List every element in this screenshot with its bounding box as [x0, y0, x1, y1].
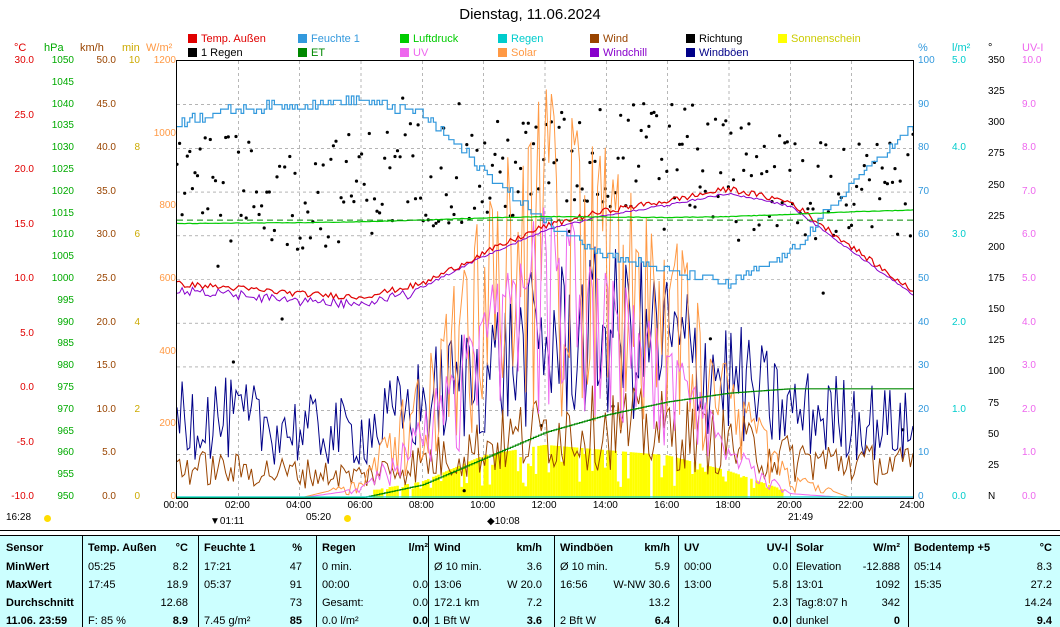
axis-tick: 200	[159, 418, 176, 430]
summary-row-cur: 11.06. 23:59	[6, 615, 68, 627]
legend-label: Wind	[603, 33, 629, 45]
axis-tick: 75	[988, 397, 1000, 409]
summary-header-solar-unit: W/m²	[873, 542, 900, 554]
axis-tick: 5.0	[20, 327, 34, 339]
legend-swatch	[686, 48, 695, 57]
axis-tick: 1000	[153, 127, 176, 139]
legend-swatch	[188, 34, 197, 43]
legend-swatch	[298, 34, 307, 43]
summary-header-solar: Solar	[796, 542, 824, 554]
summary-solar-l2v: 1092	[875, 579, 900, 591]
axis-tick: 50	[918, 273, 930, 284]
axis-tick: 100	[988, 366, 1005, 378]
chart-annotation: 05:20	[306, 512, 332, 523]
axis-tick: 10.0	[96, 403, 116, 415]
axis-tick: 600	[159, 273, 176, 284]
summary-header-temp-unit: °C	[175, 542, 188, 554]
summary-divider	[428, 536, 429, 627]
axis-tick: 1020	[51, 185, 74, 197]
summary-solar-l2: 13:01	[796, 579, 824, 591]
axis-tick: -5.0	[16, 436, 34, 448]
summary-temp-avg: 12.68	[160, 597, 188, 609]
summary-solar-l1: Elevation	[796, 561, 842, 573]
axis-tick: 20	[918, 403, 930, 415]
axis-unit-label: hPa	[44, 42, 64, 54]
summary-solar-l1v: -12.888	[862, 561, 900, 573]
legend-swatch	[778, 34, 787, 43]
axis-tick: 2.0	[1022, 403, 1036, 415]
summary-table	[0, 535, 1060, 627]
summary-header-hum: Feuchte 1	[204, 542, 256, 554]
axis-tick: 960	[57, 447, 74, 459]
legend-swatch	[400, 48, 409, 57]
legend-label: Richtung	[699, 33, 743, 45]
axis-tick: 25	[988, 459, 1000, 471]
x-tick-label: 04:00	[286, 500, 312, 511]
axis-tick: 800	[159, 200, 176, 212]
summary-rain-l2: 00:00	[322, 579, 350, 591]
summary-gust-l2d: W-NW 30.6	[613, 579, 670, 591]
legend-label: 1 Regen	[201, 47, 243, 59]
summary-solar-l3: Tag:8:07 h	[796, 597, 848, 609]
legend-item-temp-au-en	[188, 33, 266, 45]
x-tick-label: 12:00	[531, 500, 557, 511]
axis-tick: 40.0	[96, 142, 116, 154]
summary-gust-l4v: 6.4	[654, 615, 670, 627]
axis-tick: 60	[918, 229, 930, 241]
summary-wind-l3: 172.1 km	[434, 597, 480, 609]
x-tick-label: 00:00	[163, 500, 189, 511]
axis-tick: 100	[918, 55, 935, 66]
legend-label: Luftdruck	[413, 33, 459, 45]
summary-row-min: MinWert	[6, 561, 50, 573]
x-tick-label: 20:00	[776, 500, 802, 511]
axis-tick: 0.0	[952, 491, 966, 502]
axis-tick: 90	[918, 98, 930, 110]
summary-solar-l4v: 0	[893, 615, 900, 627]
axis-tick: 995	[57, 294, 74, 306]
axis-tick: 1.0	[1022, 447, 1036, 459]
axis-tick: 1000	[51, 273, 74, 284]
axis-tick: 955	[57, 469, 74, 481]
axis-tick: 275	[988, 148, 1005, 160]
axis-tick: 40	[918, 316, 930, 328]
axis-tick: 2.0	[952, 316, 966, 328]
axis-tick: 10.0	[14, 273, 34, 284]
axis-unit-label: l/m²	[952, 42, 971, 54]
axis-tick: 50.0	[96, 55, 116, 66]
legend-item-richtung	[686, 33, 742, 45]
axis-tick: 2	[134, 403, 140, 415]
axis-tick: 30	[918, 360, 930, 372]
x-tick-label: 22:00	[838, 500, 864, 511]
axis-tick: 30.0	[14, 55, 34, 66]
axis-tick: 7.0	[1022, 185, 1036, 197]
summary-hum-max: 91	[289, 579, 302, 591]
page-title: Dienstag, 11.06.2024	[459, 6, 601, 23]
summary-row-max: MaxWert	[6, 579, 52, 591]
legend-swatch	[590, 48, 599, 57]
summary-divider	[198, 536, 199, 627]
axis-unit-label: min	[122, 42, 140, 54]
axis-tick: 1025	[51, 164, 74, 175]
legend-swatch	[590, 34, 599, 43]
summary-uv-l1v: 0.0	[772, 561, 788, 573]
summary-gust-l2: 16:56	[560, 579, 588, 591]
summary-hum-cur-label: 7.45 g/m²	[204, 615, 251, 627]
axis-tick: 4	[134, 316, 140, 328]
summary-rain-l3v: 0.0	[412, 597, 428, 609]
summary-rain-l4v: 0.0	[412, 615, 428, 627]
legend-label: Regen	[511, 33, 544, 45]
legend-label: Windchill	[603, 47, 648, 59]
summary-wind-l3v: 7.2	[526, 597, 542, 609]
summary-header-temp: Temp. Außen	[88, 542, 157, 554]
axis-tick: 980	[57, 360, 74, 372]
axis-tick: 0.0	[20, 382, 34, 393]
axis-tick: 125	[988, 335, 1005, 347]
x-tick-label: 06:00	[347, 500, 373, 511]
axis-tick: 5.0	[952, 55, 966, 66]
axis-tick: -10.0	[11, 491, 34, 502]
legend-item-et	[298, 47, 325, 59]
summary-hum-max-time: 05:37	[204, 579, 232, 591]
axis-tick: 1050	[51, 55, 74, 66]
summary-soil-l2: 15:35	[914, 579, 942, 591]
axis-tick: 70	[918, 185, 930, 197]
axis-tick: 175	[988, 273, 1005, 284]
summary-divider	[678, 536, 679, 627]
summary-divider	[316, 536, 317, 627]
summary-hum-min-time: 17:21	[204, 561, 232, 573]
summary-soil-l1v: 8.3	[1036, 561, 1052, 573]
axis-tick: 10	[128, 55, 140, 66]
chart-annotation: ▼01:11	[210, 516, 245, 527]
legend-item-regen	[498, 33, 543, 45]
axis-unit-label: °	[988, 42, 993, 54]
summary-rain-l1: 0 min.	[322, 561, 352, 573]
axis-tick: 6	[134, 229, 140, 241]
axis-unit-label: km/h	[80, 42, 104, 54]
legend-item-feuchte-1	[298, 33, 360, 45]
axis-tick: 1015	[51, 207, 74, 219]
axis-tick: 1005	[51, 251, 74, 263]
summary-header-rain-unit: l/m²	[408, 542, 428, 554]
summary-uv-l1: 00:00	[684, 561, 712, 573]
axis-tick: 1035	[51, 120, 74, 132]
x-tick-label: 18:00	[715, 500, 741, 511]
x-tick-label: 16:00	[654, 500, 680, 511]
legend-item-1-regen	[188, 47, 243, 59]
summary-divider	[82, 536, 83, 627]
axis-tick: 10	[918, 447, 930, 459]
summary-divider	[554, 536, 555, 627]
summary-gust-l1v: 5.9	[654, 561, 670, 573]
summary-uv-l2: 13:00	[684, 579, 712, 591]
axis-unit-label: °C	[14, 42, 27, 54]
axis-tick: 50	[988, 428, 1000, 440]
summary-soil-l1: 05:14	[914, 561, 942, 573]
legend-label: Sonnenschein	[791, 33, 861, 45]
axis-tick: 8	[134, 142, 140, 154]
summary-solar-l4: dunkel	[796, 615, 829, 627]
legend-swatch	[498, 34, 507, 43]
axis-tick: 225	[988, 210, 1005, 222]
axis-tick: 25.0	[96, 273, 116, 284]
axis-tick: 15.0	[96, 360, 116, 372]
sun-marker-icon	[344, 515, 351, 522]
axis-tick: 8.0	[1022, 142, 1036, 154]
x-tick-label: 14:00	[592, 500, 618, 511]
summary-temp-cur: 8.9	[172, 615, 188, 627]
axis-tick: 20.0	[14, 164, 34, 175]
x-tick-label: 02:00	[224, 500, 250, 511]
axis-tick: 1.0	[952, 403, 966, 415]
summary-wind-l4: 1 Bft W	[434, 615, 471, 627]
axis-tick: 6.0	[1022, 229, 1036, 241]
axis-tick: 1010	[51, 229, 74, 241]
summary-divider	[908, 536, 909, 627]
axis-tick: 300	[988, 117, 1005, 129]
legend-swatch	[298, 48, 307, 57]
sun-marker-icon	[44, 515, 51, 522]
axis-tick: 0.0	[102, 491, 116, 502]
chart-plot-area	[176, 60, 914, 499]
axis-tick: 80	[918, 142, 930, 154]
chart-annotation: 21:49	[788, 512, 814, 523]
legend-item-windb-en	[686, 47, 749, 59]
axis-tick: 4.0	[952, 142, 966, 154]
chart-annotation: 16:28	[6, 512, 32, 523]
summary-divider	[790, 536, 791, 627]
axis-tick: 985	[57, 338, 74, 350]
summary-wind-l2: 13:06	[434, 579, 462, 591]
summary-uv-l2v: 5.8	[772, 579, 788, 591]
summary-header-sensor: Sensor	[6, 542, 44, 554]
summary-solar-l3v: 342	[881, 597, 900, 609]
axis-tick: 1040	[51, 98, 74, 110]
axis-tick: 990	[57, 316, 74, 328]
divider	[0, 530, 1060, 531]
chart-legend	[188, 33, 888, 59]
axis-unit-label: UV-I	[1022, 42, 1044, 54]
summary-soil-l4v: 9.4	[1036, 615, 1052, 627]
summary-header-gust: Windböen	[560, 542, 614, 554]
axis-tick: 0	[134, 491, 140, 502]
legend-item-solar	[498, 47, 537, 59]
summary-wind-l4v: 3.6	[526, 615, 542, 627]
chart-annotation: ◆10:08	[487, 516, 520, 527]
axis-tick: 250	[988, 179, 1005, 191]
summary-row-avg: Durchschnitt	[6, 597, 74, 609]
summary-temp-min-time: 05:25	[88, 561, 116, 573]
axis-tick: 975	[57, 382, 74, 393]
summary-temp-max: 18.9	[166, 579, 188, 591]
axis-tick: 3.0	[952, 229, 966, 241]
summary-wind-l1v: 3.6	[526, 561, 542, 573]
axis-tick: 1200	[153, 55, 176, 66]
legend-item-luftdruck	[400, 33, 458, 45]
axis-tick: 150	[988, 304, 1005, 316]
axis-tick: 5.0	[102, 447, 116, 459]
axis-tick: 325	[988, 86, 1005, 98]
summary-rain-l4: 0.0 l/m²	[322, 615, 359, 627]
summary-header-uv-unit: UV-I	[766, 542, 788, 554]
axis-tick: 45.0	[96, 98, 116, 110]
x-axis-labels	[0, 500, 1060, 514]
legend-label: Temp. Außen	[201, 33, 266, 45]
summary-rain-l2v: 0.0	[412, 579, 428, 591]
summary-header-soil: Bodentemp +5	[914, 542, 991, 554]
summary-hum-avg: 73	[289, 597, 302, 609]
summary-gust-l4: 2 Bft W	[560, 615, 597, 627]
summary-gust-l1: Ø 10 min.	[560, 561, 608, 573]
x-tick-label: 10:00	[470, 500, 496, 511]
legend-item-wind	[590, 33, 628, 45]
summary-temp-max-time: 17:45	[88, 579, 116, 591]
summary-uv-l4v: 0.0	[772, 615, 788, 627]
summary-header-uv: UV	[684, 542, 700, 554]
summary-soil-l2v: 27.2	[1030, 579, 1052, 591]
legend-label: ET	[311, 47, 326, 59]
axis-tick: 200	[988, 241, 1005, 253]
legend-swatch	[686, 34, 695, 43]
legend-swatch	[188, 48, 197, 57]
axis-tick: 965	[57, 425, 74, 437]
axis-tick: 0	[170, 491, 176, 502]
axis-tick: 15.0	[14, 218, 34, 230]
x-tick-label: 08:00	[408, 500, 434, 511]
summary-hum-cur: 85	[289, 615, 302, 627]
axis-tick: 35.0	[96, 185, 116, 197]
summary-header-rain: Regen	[322, 542, 356, 554]
axis-tick: 30.0	[96, 229, 116, 241]
legend-swatch	[498, 48, 507, 57]
axis-tick: 0	[918, 491, 924, 502]
axis-tick: 0.0	[1022, 491, 1036, 502]
summary-header-wind-unit: km/h	[516, 542, 542, 554]
summary-header-gust-unit: km/h	[644, 542, 670, 554]
summary-header-wind: Wind	[434, 542, 461, 554]
x-tick-label: 24:00	[899, 500, 925, 511]
summary-wind-l2d: W 20.0	[507, 579, 542, 591]
axis-unit-label: W/m²	[146, 42, 173, 54]
axis-tick: 950	[57, 491, 74, 502]
axis-tick: 4.0	[1022, 316, 1036, 328]
legend-item-windchill	[590, 47, 647, 59]
axis-tick: 20.0	[96, 316, 116, 328]
axis-tick: 1030	[51, 142, 74, 154]
axis-unit-label: %	[918, 42, 928, 54]
legend-item-uv	[400, 47, 428, 59]
chart-svg	[177, 61, 913, 498]
summary-gust-l3v: 13.2	[648, 597, 670, 609]
summary-temp-cur-label: F: 85 %	[88, 615, 126, 627]
axis-tick: 3.0	[1022, 360, 1036, 372]
axis-tick: 10.0	[1022, 55, 1042, 66]
summary-header-hum-unit: %	[292, 542, 302, 554]
summary-rain-l3: Gesamt:	[322, 597, 364, 609]
legend-label: Solar	[511, 47, 537, 59]
axis-tick: 5.0	[1022, 273, 1036, 284]
summary-soil-l3v: 14.24	[1024, 597, 1052, 609]
legend-item-sonnenschein	[778, 33, 861, 45]
axis-tick: 350	[988, 55, 1005, 66]
summary-uv-l3v: 2.3	[772, 597, 788, 609]
summary-hum-min: 47	[289, 561, 302, 573]
summary-header-soil-unit: °C	[1039, 542, 1052, 554]
summary-wind-l1: Ø 10 min.	[434, 561, 482, 573]
legend-label: Feuchte 1	[311, 33, 360, 45]
legend-label: UV	[413, 47, 429, 59]
axis-tick: 1045	[51, 76, 74, 88]
axis-tick: 970	[57, 403, 74, 415]
legend-label: Windböen	[699, 47, 749, 59]
axis-tick: 9.0	[1022, 98, 1036, 110]
summary-temp-min: 8.2	[172, 561, 188, 573]
legend-swatch	[400, 34, 409, 43]
axis-tick: N	[988, 491, 996, 502]
axis-tick: 400	[159, 345, 176, 357]
axis-tick: 25.0	[14, 109, 34, 121]
